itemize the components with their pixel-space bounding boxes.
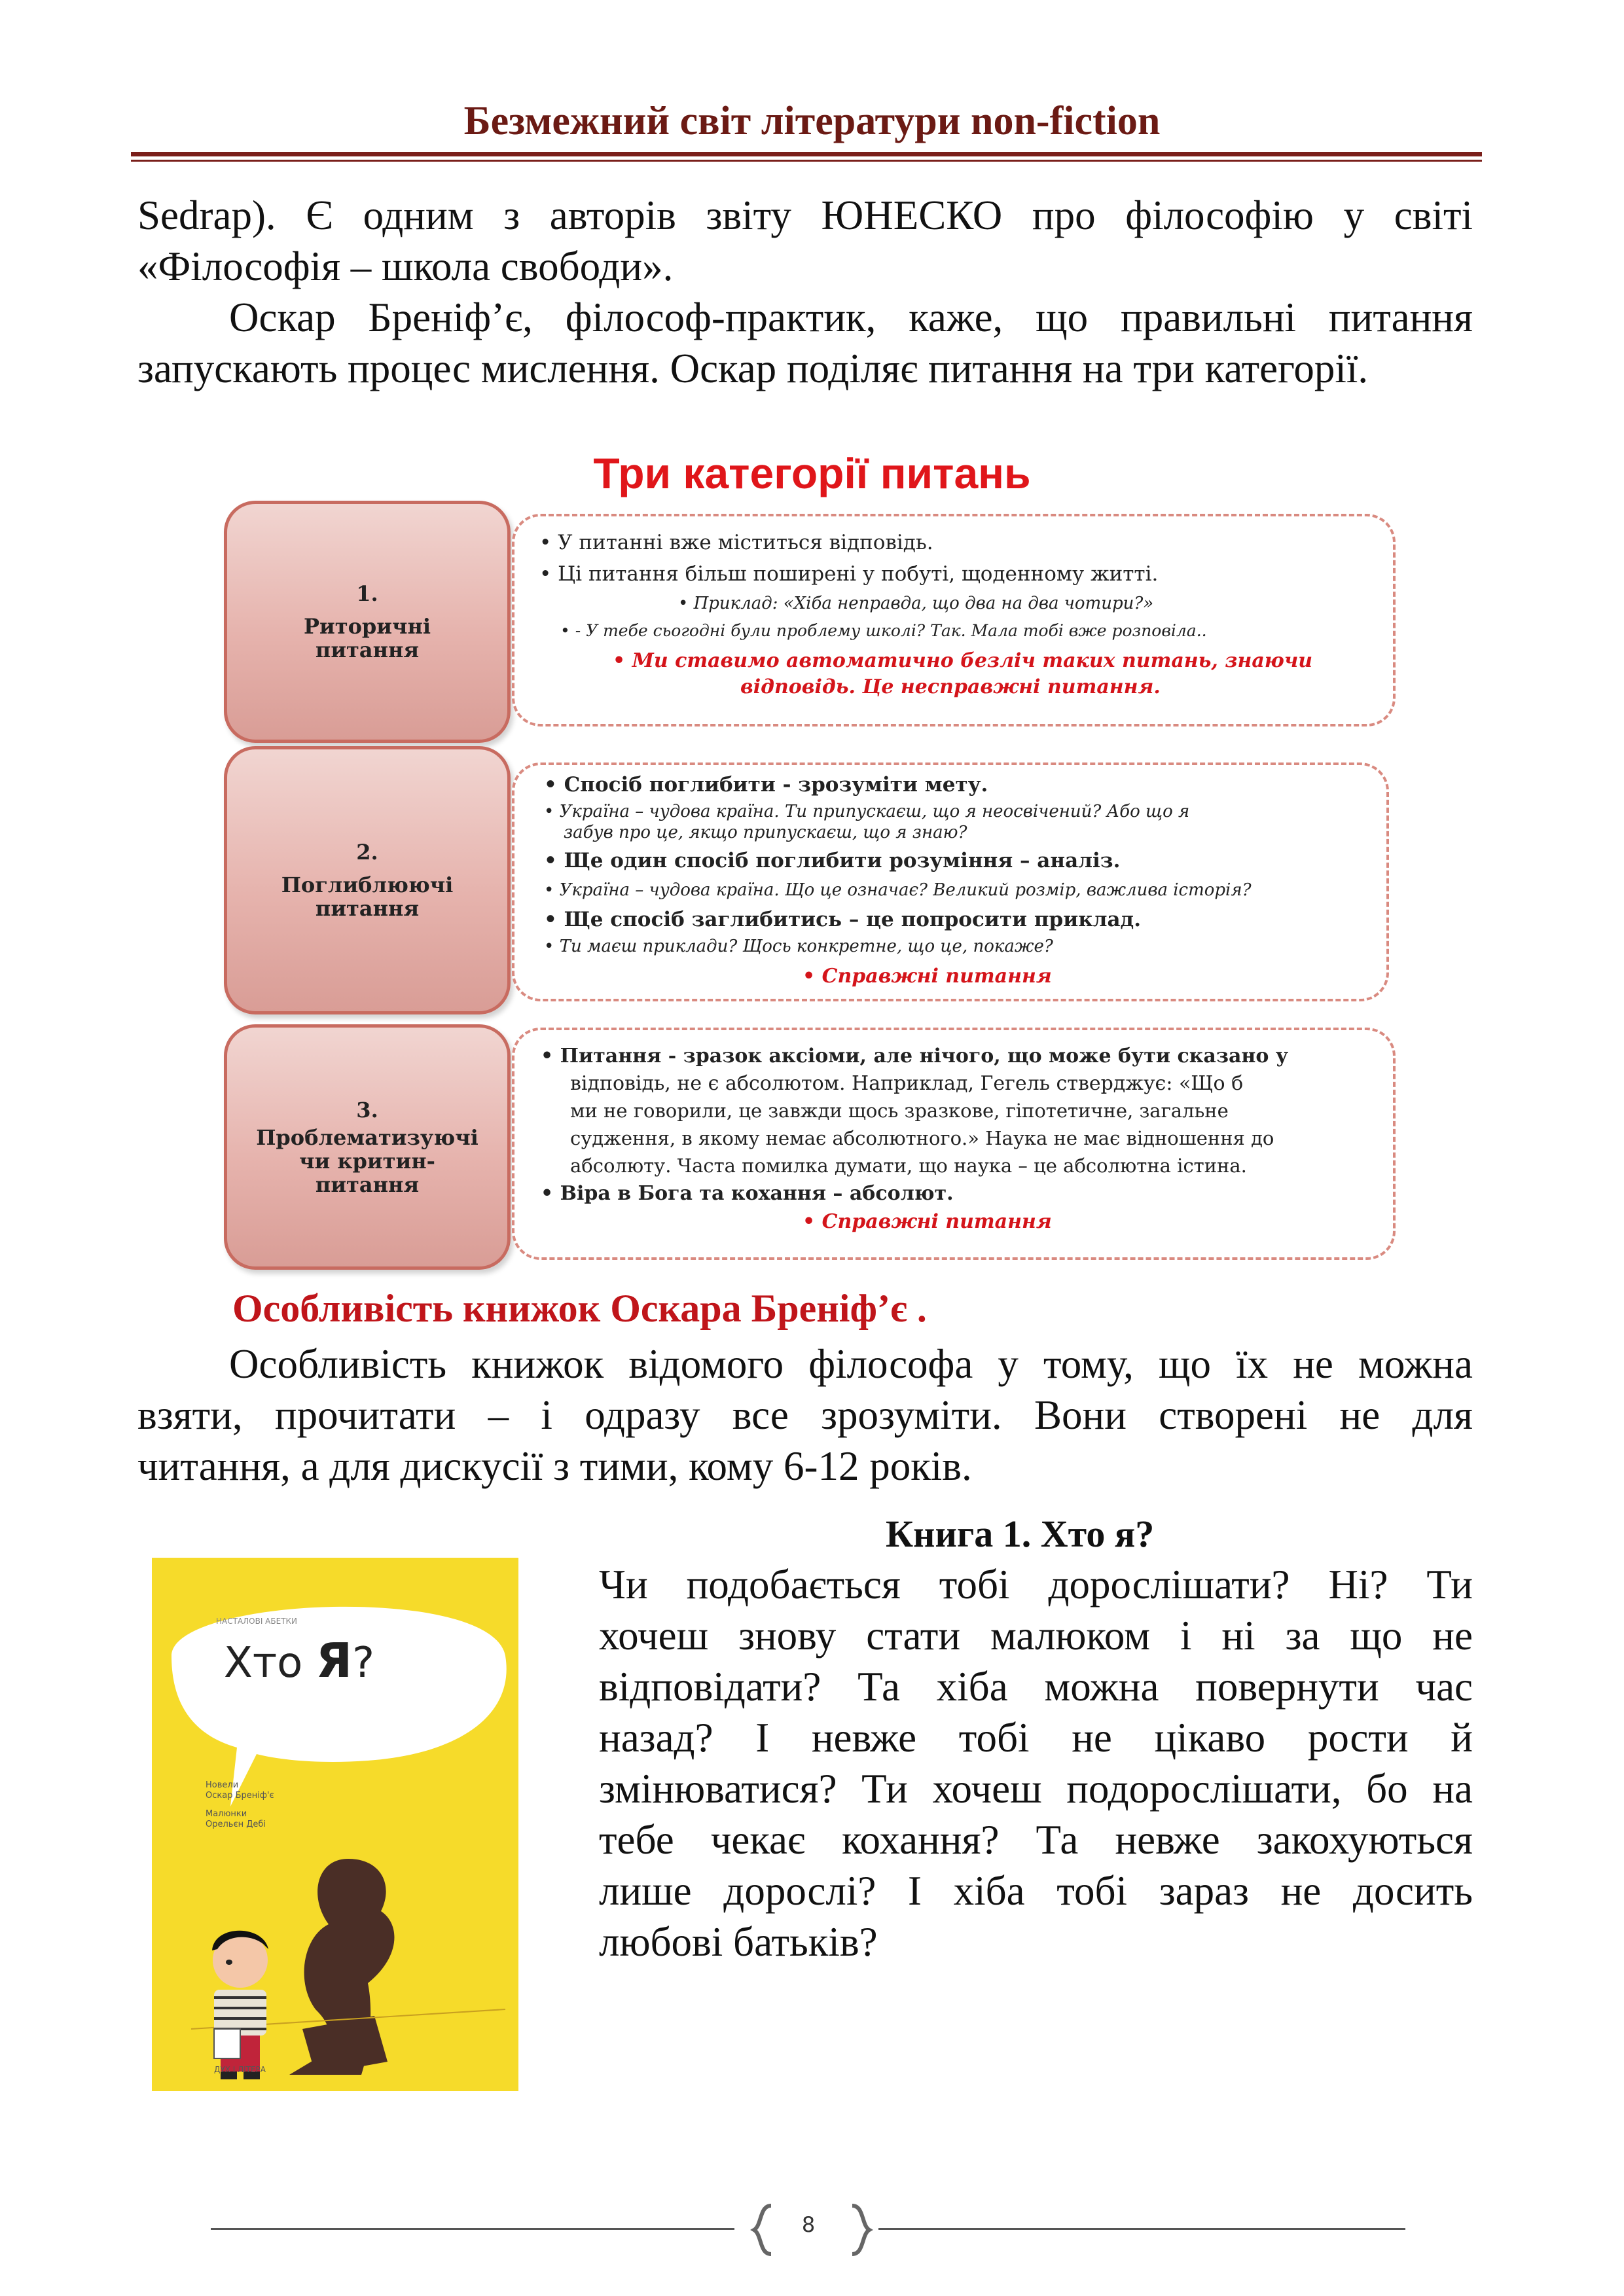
cover-text-line: Новели <box>206 1780 239 1790</box>
diagram-title: Три категорії питань <box>593 449 1031 497</box>
box-line: • Віра в Бога та кохання – абсолют. <box>541 1182 954 1205</box>
text-line: взяти, прочитати – і одразу все зрозуміти. Вони створені не для <box>137 1392 1473 1438</box>
box-line: судження, в якому немає абсолютного.» Наука не має відношення до <box>570 1127 1274 1149</box>
running-header: Безмежний світ літератури non-fiction <box>463 99 1161 143</box>
category-3-label <box>224 1024 511 1270</box>
text-line: читання, а для дискусії з тими, кому 6-12 років. <box>137 1443 972 1489</box>
box-line: • Спосіб поглибити - зрозуміти мету. <box>544 773 988 797</box>
box-line: абсолюту. Часта помилка думати, що наука – це абсолютна істина. <box>570 1155 1247 1177</box>
category-number: 3. <box>356 1097 378 1122</box>
box-line: • Україна – чудова країна. Ти припускаєш, що я неосвічений? Або що я <box>544 802 1190 821</box>
box-line: • Україна – чудова країна. Що це означає? Великий розмір, важлива історія? <box>544 880 1252 900</box>
cover-series: НАСТАЛОВІ АБЕТКИ <box>215 1617 298 1626</box>
cover-author <box>206 1780 274 1830</box>
box-line: • Справжні питання <box>803 965 1052 988</box>
text-line: Оскар Бреніф’є, філософ-практик, каже, що правильні питання <box>229 295 1473 340</box>
category-label-line: питання <box>315 896 420 921</box>
intro-paragraph-1 <box>137 190 1473 292</box>
text-line: назад? І невже тобі не цікаво рости й <box>599 1715 1473 1761</box>
text-line: Sedrap). Є одним з авторів звіту ЮНЕСКО про філософію у світі <box>137 192 1473 238</box>
box-line: відповідь. Це несправжні питання. <box>740 675 1161 698</box>
text-line: лише дорослі? І хіба тобі зараз не досить <box>599 1868 1473 1914</box>
page-number: 8 <box>801 2212 816 2237</box>
header-rule-thick <box>131 152 1482 156</box>
category-label-line: питання <box>315 1172 420 1197</box>
box-line: • Ще один спосіб поглибити розуміння – аналіз. <box>544 849 1121 872</box>
cover-text-line: Оскар Бреніф'є <box>206 1791 274 1801</box>
category-number: 2. <box>356 840 378 865</box>
footer-rule-right <box>878 2228 1405 2230</box>
category-label-line: чи критин- <box>299 1148 435 1174</box>
book-cover-image <box>152 1558 518 2091</box>
box-line: • Ці питання більш поширені у побуті, щоденному житті. <box>539 562 1159 586</box>
cover-title <box>224 1633 374 1688</box>
cover-text-line: Малюнки <box>206 1809 247 1819</box>
text-line: змінюватися? Ти хочеш подорослішати, бо на <box>599 1766 1473 1812</box>
cover-title-part: Хто <box>224 1639 316 1687</box>
cover-title-part: Я <box>316 1633 353 1688</box>
category-label-line: Поглиблюючі <box>281 872 454 897</box>
category-2-box <box>512 762 1389 1001</box>
box-line: забув про це, якщо припускаєш, що я знаю? <box>564 823 967 842</box>
box-line: відповідь, не є абсолютом. Наприклад, Гегель стверджує: «Що б <box>570 1072 1244 1095</box>
text-line: Чи подобається тобі дорослішати? Ні? Ти <box>599 1562 1473 1607</box>
category-1-label <box>224 501 511 743</box>
text-line: Особливість книжок відомого філософа у тому, що їх не можна <box>229 1341 1473 1387</box>
text-line: запускають процес мислення. Оскар поділяє питання на три категорії. <box>137 346 1369 391</box>
intro-paragraph-2 <box>137 292 1473 394</box>
box-line: • Ще спосіб заглибитись – це попросити приклад. <box>544 908 1141 931</box>
cover-text-line: Орельєн Дебі <box>206 1820 266 1829</box>
category-number: 1. <box>356 581 378 606</box>
text-line: відповідати? Та хіба можна повернути час <box>599 1664 1473 1710</box>
box-line: ми не говорили, це завжди щось зразкове, гіпотетичне, загальне <box>570 1100 1229 1122</box>
section-heading: Особливість книжок Оскара Бреніф’є . <box>232 1287 927 1330</box>
header-rule-thin <box>131 160 1482 162</box>
box-line: • Ти маєш приклади? Щось конкретне, що це, покаже? <box>544 937 1053 956</box>
category-3-box <box>512 1028 1396 1260</box>
text-line: «Філософія – школа свободи». <box>137 243 674 289</box>
text-line: тебе чекає кохання? Та невже закохуються <box>599 1817 1473 1863</box>
footer-rule-left <box>211 2228 734 2230</box>
cover-title-part: ? <box>352 1639 375 1687</box>
box-line: • У питанні вже міститься відповідь. <box>539 531 933 554</box>
category-label-line: питання <box>315 637 420 662</box>
category-1-box <box>512 514 1396 726</box>
text-line: хочеш знову стати малюком і ні за що не <box>599 1613 1473 1659</box>
category-label-line: Проблематизуючі <box>256 1124 478 1150</box>
feature-paragraph <box>137 1338 1473 1492</box>
category-label-line: Риторичні <box>303 614 431 639</box>
cover-publisher: ДУХ І ЛІТЕРА <box>214 2065 266 2074</box>
book-heading: Книга 1. Хто я? <box>886 1513 1155 1555</box>
book-description <box>599 1559 1473 1967</box>
box-line: • Ми ставимо автоматично безліч таких питань, знаючи <box>613 649 1313 672</box>
box-line: • - У тебе сьогодні були проблему школі? Так. Мала тобі вже розповіла.. <box>560 621 1207 640</box>
text-line: любові батьків? <box>599 1919 878 1965</box>
category-2-label <box>224 746 511 1014</box>
box-line: • Приклад: «Хіба неправда, що два на два чотири?» <box>678 594 1154 613</box>
box-line: • Справжні питання <box>803 1210 1052 1233</box>
box-line: • Питання - зразок аксіоми, але нічого, що може бути сказано у <box>541 1045 1289 1067</box>
